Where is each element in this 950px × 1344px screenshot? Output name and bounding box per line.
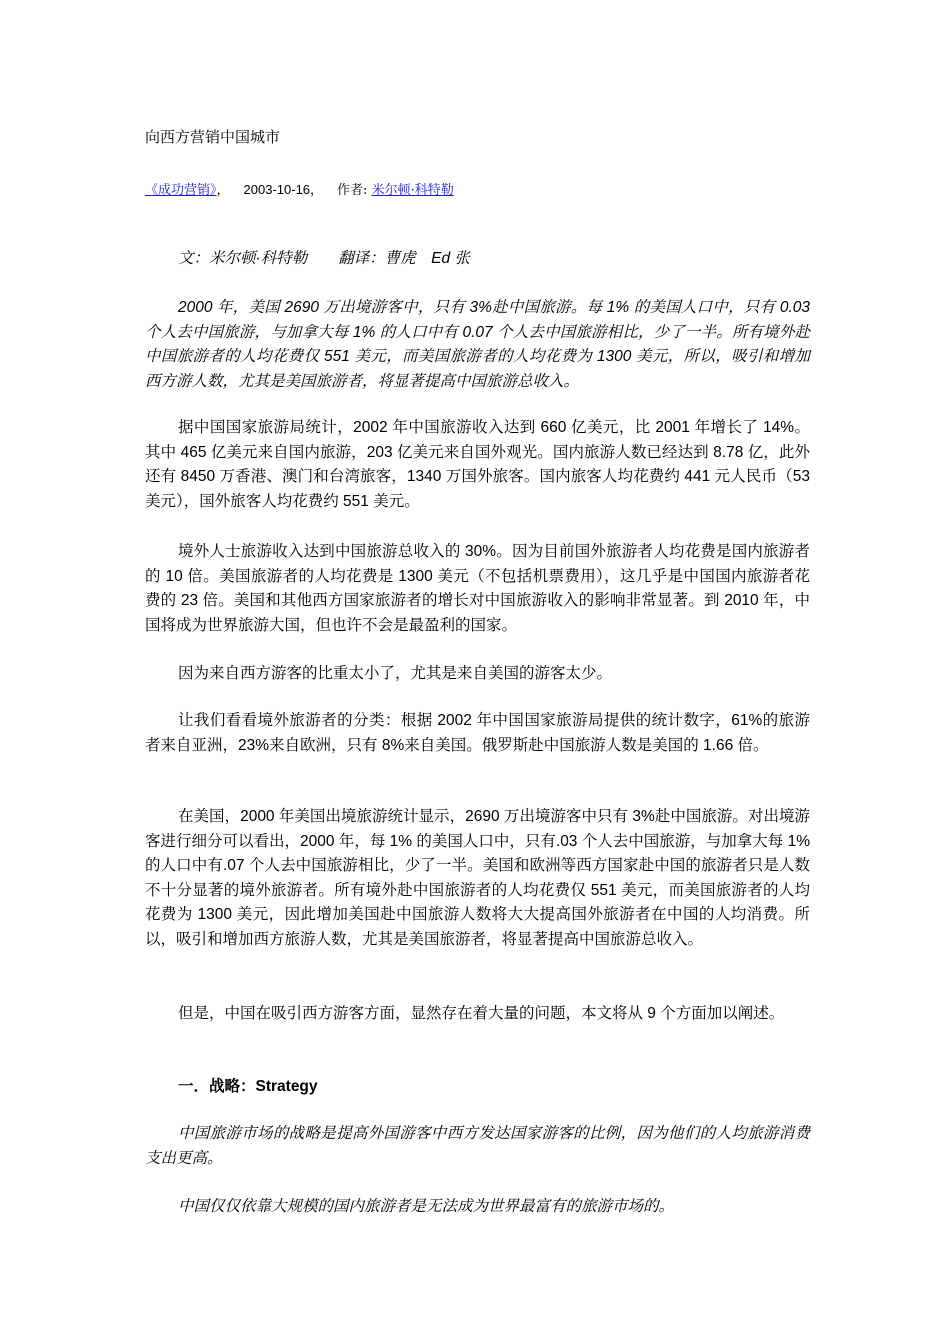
body-paragraph: 境外人士旅游收入达到中国旅游总收入的 30%。因为目前国外旅游者人均花费是国内旅游者的 10 倍。美国旅游者的人均花费是 1300 美元（不包括机票费用），这几乎是中国国内旅游者花费的 23 倍。美国和其他西方国家旅游者的增长对中国旅游收入的影响非常显著。到 2010 年，中国将成为世界旅游大国，但也许不会是最盈利的国家。 — [145, 543, 810, 634]
body-paragraph: 在美国，2000 年美国出境旅游统计显示，2690 万出境游客中只有 3%赴中国旅游。对出境游客进行细分可以看出，2000 年，每 1% 的美国人口中，只有.03 个人去中国旅游，与加拿大每 1% 的人口中有.07 个人去中国旅游相比，少了一半。美国和欧洲等西方国家赴中国的旅游者只是人数不十分显著的境外旅游者。所有境外赴中国旅游者的人均花费仅 551 美元，而美国旅游者的人均花费为 1300 美元，因此增加美国赴中国旅游人数将大大提高国外旅游者在中国的人均消费。所以，吸引和增加西方旅游人数，尤其是美国旅游者，将显著提高中国旅游总收入。 — [145, 808, 810, 948]
article-title: 向西方营销中国城市 — [145, 128, 281, 146]
section-paragraph: 中国仅仅依靠大规模的国内旅游者是无法成为世界最富有的旅游市场的。 — [178, 1198, 675, 1215]
intro-paragraph: 2000 年，美国 2690 万出境游客中，只有 3%赴中国旅游。每 1% 的美国人口中，只有 0.03 个人去中国旅游，与加拿大每 1% 的人口中有 0.07 个人去中国旅游相比，少了一半。所有境外赴中国旅游者的人均花费仅 551 美元，而美国旅游者的人均花费为 1300 美元，所以，吸引和增加西方游人数，尤其是美国旅游者，将显著提高中国旅游总收入。 — [145, 299, 810, 390]
credits-line: 文：米尔顿·科特勒 翻译：曹虎 Ed 张 — [178, 250, 470, 267]
publish-date: 2003-10-16， — [243, 182, 324, 197]
body-paragraph: 因为来自西方游客的比重太小了，尤其是来自美国的游客太少。 — [178, 665, 613, 682]
source-link[interactable]: 《成功营销》 — [145, 183, 217, 198]
author-label: 作者: — [337, 183, 368, 198]
author-link[interactable]: 米尔顿·科特勒 — [371, 183, 454, 198]
section-heading: 一．战略：Strategy — [178, 1078, 318, 1095]
section-paragraph: 中国旅游市场的战略是提高外国游客中西方发达国家游客的比例，因为他们的人均旅游消费支出更高。 — [145, 1125, 810, 1167]
body-paragraph: 据中国国家旅游局统计，2002 年中国旅游收入达到 660 亿美元，比 2001 年增长了 14%。其中 465 亿美元来自国内旅游，203 亿美元来自国外观光。国内旅游人数已经达到 8.78 亿，此外还有 8450 万香港、澳门和台湾旅客，1340 万国外旅客。国内旅客人均花费约 441 元人民币（53 美元），国外旅客人均花费约 551 美元。 — [145, 419, 810, 510]
source-separator: ， — [216, 183, 230, 198]
body-paragraph: 但是，中国在吸引西方游客方面，显然存在着大量的问题，本文将从 9 个方面加以阐述。 — [178, 1005, 785, 1022]
article-meta — [145, 179, 454, 198]
body-paragraph: 让我们看看境外旅游者的分类：根据 2002 年中国国家旅游局提供的统计数字，61%的旅游者来自亚洲，23%来自欧洲，只有 8%来自美国。俄罗斯赴中国旅游人数是美国的 1.66 倍。 — [145, 712, 810, 754]
